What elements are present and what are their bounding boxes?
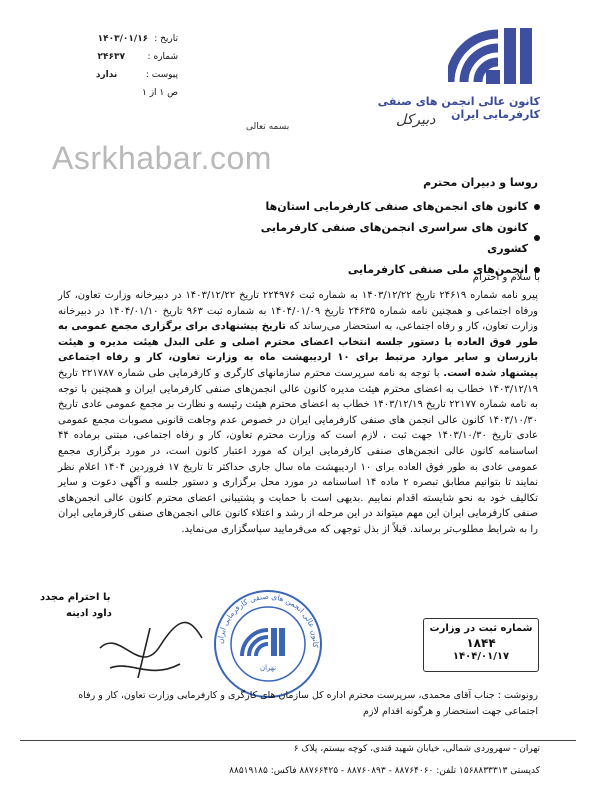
list-item: کانون های سراسری انجمن‌های صنفی کارفرمایی کشوری xyxy=(220,217,540,259)
handwritten-signature-icon xyxy=(90,608,210,688)
stamp-center-text: تهران xyxy=(259,664,277,672)
closing-regards: با احترام مجدد xyxy=(40,592,111,603)
addressee-list xyxy=(220,196,540,280)
registration-date: ۱۴۰۴/۰۱/۱۷ xyxy=(452,651,510,662)
attachment-value: ندارد xyxy=(95,70,118,80)
number-value: ۲۴۶۳۷ xyxy=(97,52,126,62)
number-label: شماره : xyxy=(147,52,178,62)
footer-phones: کدپستی ۱۵۶۸۸۳۳۳۱۳ تلفن: ۸۸۷۶۴۰۶۰ - ۸۸۷۶۰۸۹۳ - ۸۸۷۶۶۴۲۵ فاکس: ۸۸۵۱۹۱۸۵ xyxy=(229,766,540,776)
stamp-ring-text: کانون عالی انجمن های صنفی کارفرمایی ایران xyxy=(215,591,321,648)
carbon-copy: رونوشت : جناب آقای محمدی، سرپرست محترم اداره کل سازمان های کارگری و کارفرمایی وزارت تعاون، کار و رفاه اجتماعی جهت استحضار و هرگونه اقدام لازم xyxy=(78,690,538,717)
footer-address: تهران - سهروردی شمالی، خیابان شهید قندی، کوچه بیستم، پلاک ۶ xyxy=(293,744,540,754)
date-label: تاریخ : xyxy=(154,34,178,44)
body-bold-text: تاریخ پیشنهادی برای برگزاری مجمع عمومی به طور فوق العاده با دستور جلسه انتخاب اعضای محترم اصلی و علی البدل هیئت مدیره و هیئت بازرسان و سایر موارد مرتبط برای ۱۰ اردیبهشت ماه به وزارت تعاون، کار و رفاه اجتماعی پیشنهاد شده است. xyxy=(58,321,538,379)
greeting: با سلام و احترام xyxy=(472,272,540,283)
body-text-continued: با توجه به نامه سرپرست محترم سازمانهای کارگری و کارفرمایی طی شماره ۲۲۱۷۸۷ تاریخ ۱۴۰۳/۱۲/۱۹ خطاب به اعضای محترم هیئت مدیره کانون عالی انجمن‌های صنفی کارفرمایی ایران و همچنین با توجه به نامه شماره ۲۲۱۷۷ تاریخ ۱۴۰۳/۱۲/۱۹ خطاب به اعضای محترم هیئت رئیسه و نظارت بر مجمع عمومی عادی تاریخ ۱۴۰۳/۱۰/۳۰ کانون عالی انجمن های صنفی کارفرمایی ایران در خصوص عدم وجاهت قانونی مصوبات مجمع عمومی عادی تاریخ ۱۴۰۳/۱۰/۳۰ جهت ثبت ، لازم است که وزارت محترم تعاون، کار و رفاه اجتماعی، مبتنی برماده ۴۴ اساسنامه کانون عالی انجمن‌های صنفی کارفرمایی ایران که مورد اعتبار کانون است، در مورد برگزاری مجمع عمومی عادی به طور فوق العاده برای ۱۰ اردیبهشت ماه سال جاری حداکثر تا تاریخ ۱۷ فروردین ۱۴۰۴ اعلام نظر نمایند تا بتوانیم مطابق تبصره ۲ ماده ۱۴ اساسنامه در مورد محل برگزاری و دستور جلسه و آگهی دعوت و سایر تکالیف خود به نحو شایسته اقدام نماییم .بدیهی است با حمایت و پشتیبانی اعضای محترم کانون عالی انجمن‌های صنفی کارفرمایی ایران این مهم میتواند در این مرحله از رشد و اعتلاء کانون عالی انجمن‌های صنفی کارفرمایی ایران را به شرایط مطلوب‌تر برساند. قبلاً از بذل توجهی که می‌فرمایید سپاسگزاری می‌نماید. xyxy=(58,367,539,535)
letter-body xyxy=(58,288,538,538)
bullet-icon xyxy=(534,235,540,241)
watermark: Asrkhabar.com xyxy=(52,140,272,176)
registration-number: ۱۸۴۴ xyxy=(466,636,496,650)
footer-divider xyxy=(20,740,576,741)
page-label: ص ۱ از ۱ xyxy=(141,88,178,98)
org-name: کانون عالی انجمن های صنفی کارفرمایی ایران xyxy=(377,95,540,121)
bismillah-heading: بسمه تعالی xyxy=(246,122,290,132)
attachment-label: پیوست : xyxy=(145,70,178,80)
list-item: کانون های انجمن‌های صنفی کارفرمایی استان‌ها xyxy=(220,196,540,217)
official-stamp-icon xyxy=(212,588,324,700)
addressee-heading: روسا و دبیران محترم xyxy=(423,176,538,189)
list-item: انجمن‌های ملی صنفی کارفرمایی xyxy=(220,259,540,280)
org-logo-icon xyxy=(448,20,548,98)
letter-meta xyxy=(82,30,178,102)
registration-box xyxy=(423,618,539,672)
body-text: پیرو نامه شماره ۲۴۶۱۹ تاریخ ۱۴۰۳/۱۲/۲۲ به شماره ثبت ۲۲۴۹۷۶ تاریخ ۱۴۰۳/۱۲/۲۲ در دبیرخانه وزارت تعاون، کار ورفاه اجتماعی و همچنین نامه شماره ۲۴۶۳۵ تاریخ ۱۴۰۴/۰۱/۰۹ به شماره ثبت ۹۶۳ تاریخ ۱۴۰۴/۰۱/۱۰ در دبیرخانه وزارت تعاون، کار و رفاه اجتماعی، به استحضار می‌رساند که xyxy=(58,290,538,333)
date-value: ۱۴۰۳/۰۱/۱۶ xyxy=(97,34,149,44)
secretary-signature: دبیرکل xyxy=(396,112,436,128)
signer-name: داود ادینه xyxy=(66,608,112,619)
registration-title: شماره ثبت در وزارت xyxy=(429,623,533,634)
bullet-icon xyxy=(534,204,540,210)
